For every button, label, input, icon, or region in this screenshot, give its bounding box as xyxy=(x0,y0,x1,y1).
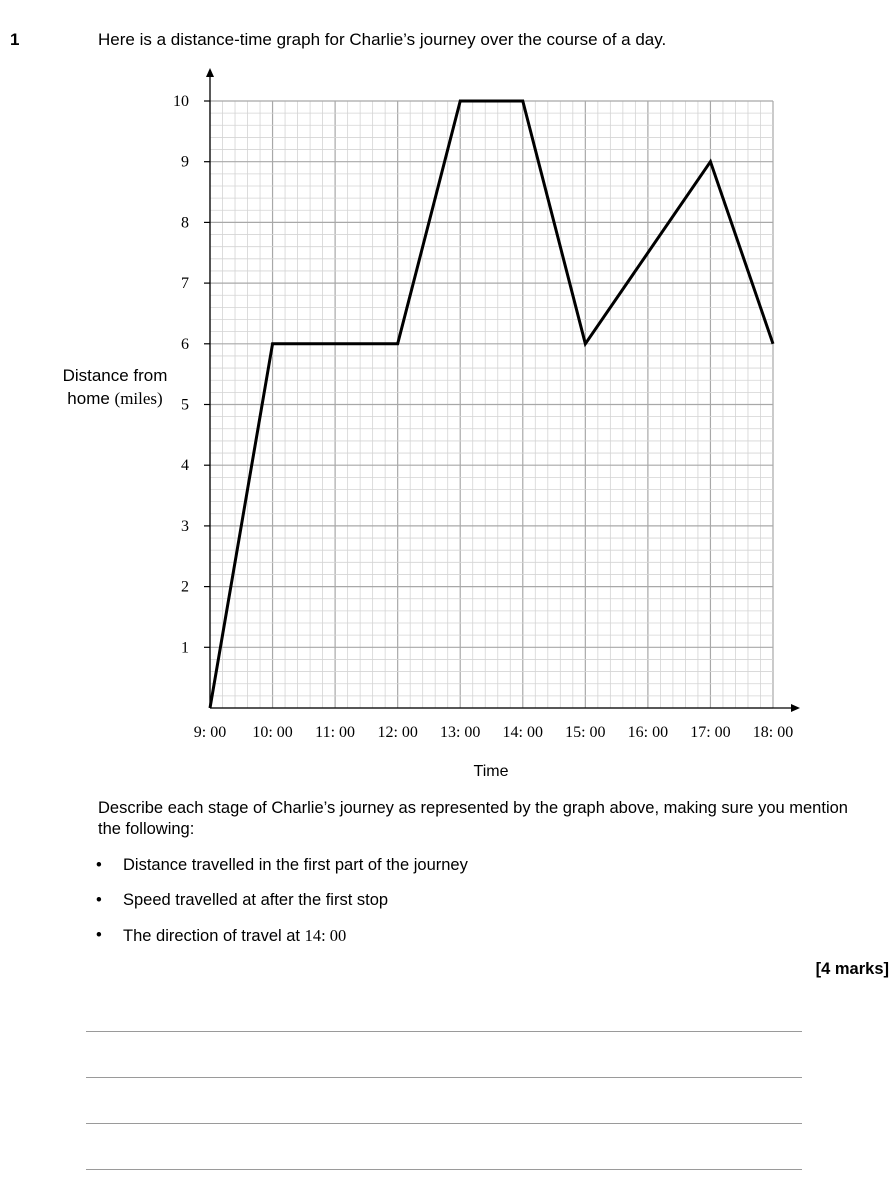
bullet-text: The direction of travel at xyxy=(123,927,305,945)
y-axis-label-line1: Distance from xyxy=(62,366,168,385)
answer-line[interactable] xyxy=(86,1169,802,1170)
answer-line[interactable] xyxy=(86,1077,802,1078)
distance-time-chart xyxy=(0,60,895,790)
y-axis-arrow-icon xyxy=(206,68,214,77)
question-intro: Here is a distance-time graph for Charlie’s journey over the course of a day. xyxy=(98,30,667,49)
bullet-text: Distance travelled in the first part of the journey xyxy=(123,856,468,874)
x-tick-label: 13: 00 xyxy=(439,724,481,741)
x-tick-label: 14: 00 xyxy=(502,724,544,741)
x-tick-label: 9: 00 xyxy=(193,724,227,741)
bullet-icon: • xyxy=(96,891,102,909)
x-tick-label: 10: 00 xyxy=(252,724,293,741)
bullet-text: Speed travelled at after the first stop xyxy=(123,891,389,909)
bullet-time: 14: 00 xyxy=(304,926,347,945)
y-tick-label: 9 xyxy=(181,153,189,171)
question-number: 1 xyxy=(10,30,20,49)
x-tick-label: 15: 00 xyxy=(565,724,606,741)
task-description: Describe each stage of Charlie’s journey as represented by the graph above, making sure you mention the following: xyxy=(98,799,848,838)
bullet-item xyxy=(96,890,468,925)
y-tick-label: 5 xyxy=(181,396,189,414)
y-tick-label: 1 xyxy=(181,639,189,657)
y-tick-label: 10 xyxy=(173,93,189,110)
y-tick-label: 4 xyxy=(181,457,189,475)
answer-line[interactable] xyxy=(86,1031,802,1032)
bullet-item xyxy=(96,855,468,890)
marks-label: [4 marks] xyxy=(815,960,889,978)
x-tick-label: 11: 00 xyxy=(315,724,356,741)
x-axis-label: Time xyxy=(473,763,509,780)
x-tick-label: 18: 00 xyxy=(752,724,794,741)
answer-line[interactable] xyxy=(86,1123,802,1124)
y-tick-label: 3 xyxy=(181,517,189,535)
bullet-list xyxy=(96,855,468,960)
y-tick-label: 6 xyxy=(181,335,189,353)
bullet-item xyxy=(96,925,468,960)
y-tick-label: 8 xyxy=(181,214,189,232)
x-axis-arrow-icon xyxy=(791,704,800,712)
y-axis-label-home: home xyxy=(67,389,110,408)
bullet-icon: • xyxy=(96,856,102,874)
bullet-icon: • xyxy=(96,926,102,944)
x-tick-label: 17: 00 xyxy=(690,724,731,741)
y-tick-label: 2 xyxy=(181,578,189,596)
x-tick-label: 12: 00 xyxy=(377,724,418,741)
y-tick-label: 7 xyxy=(181,275,189,293)
y-axis-label-unit: (miles) xyxy=(114,389,163,408)
x-tick-label: 16: 00 xyxy=(627,724,669,741)
